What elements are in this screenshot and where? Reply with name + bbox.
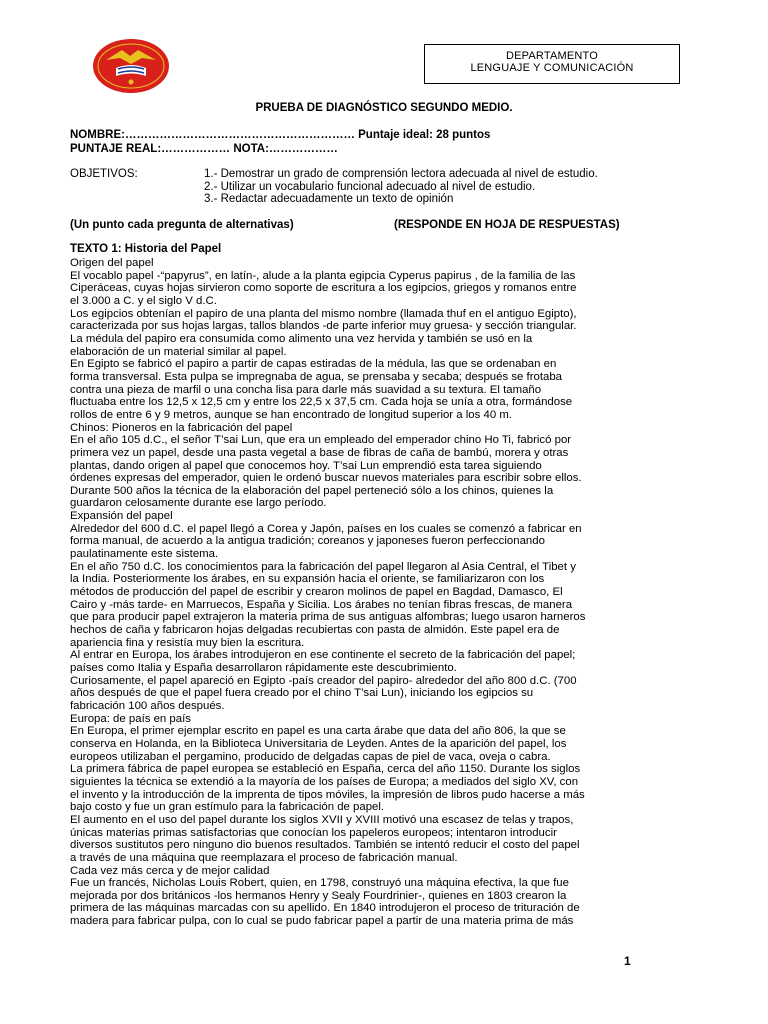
text1-line: primera vez un papel, desde una pasta vegetal a base de fibras de caña de bambú, morera y otras <box>70 446 569 459</box>
text1-line: órdenes expresas del emperador, quien le ordenó buscar nuevos materiales para escribir sobre ellos. <box>70 472 582 485</box>
text1-line: bajo costo y fue un gran estímulo para la fabricación de papel. <box>70 801 385 814</box>
objectives-label: OBJETIVOS: <box>70 168 138 180</box>
school-logo <box>92 38 170 94</box>
department-subject: LENGUAJE Y COMUNICACIÓN <box>470 62 634 74</box>
text1-line: la India. Posteriormente los árabes, en su expansión hacia el oriente, se familiarizaron con los <box>70 573 545 586</box>
text1-line: elaboración de un material similar al papel. <box>70 345 287 358</box>
text1-line: caracterizada por sus hojas largas, tallos blandos -de parte inferior muy gruesa- y sección triangular. <box>70 320 577 333</box>
instruction-points: (Un punto cada pregunta de alternativas) <box>70 219 294 231</box>
department-box <box>424 44 680 84</box>
text1-line: Cada vez más cerca y de mejor calidad <box>70 864 270 877</box>
text1-line: países como Italia y España desarrollaron rápidamente este descubrimiento. <box>70 662 457 674</box>
text1-line: Chinos: Pioneros en la fabricación del papel <box>70 421 293 434</box>
text1-line: En el año 750 d.C. los conocimientos para la fabricación del papel llegaron al Asia Central, el Tibet y <box>70 560 576 573</box>
text1-line: forma transversal. Esta pulpa se impregnaba de agua, se prensaba y secaba; después se frotaba <box>70 370 562 383</box>
text1-line: años después de que el papel fuera creado por el chino T’sai Lun), iniciando los egipcios su <box>70 687 534 700</box>
objective-item: 1.- Demostrar un grado de comprensión lectora adecuada al nivel de estudio. <box>204 168 598 180</box>
text1-line: En el año 105 d.C., el señor T’sai Lun, que era un empleado del emperador chino Ho Ti, fabricó por <box>70 434 572 447</box>
text1-line: Ciperáceas, cuyas hojas sirvieron como soporte de escritura a los egipcios, griegos y romanos entre <box>70 282 577 295</box>
text1-line: Al entrar en Europa, los árabes introdujeron en ese continente el secreto de la fabricación del papel; <box>70 649 576 662</box>
text1-line: En Europa, el primer ejemplar escrito en papel es una carta árabe que data del año 806, la que se <box>70 725 566 738</box>
text1-line: En Egipto se fabricó el papiro a partir de capas estiradas de la médula, las que se ordenaban en <box>70 358 557 371</box>
text1-line: Curiosamente, el papel apareció en Egipto -país creador del papiro- alrededor del año 800 d.C. (700 <box>70 674 577 687</box>
text1-title: TEXTO 1: Historia del Papel <box>70 243 222 255</box>
text1-line: Europa: de país en país <box>70 712 191 725</box>
text1-line: rollos de entre 6 y 9 metros, aunque se han encontrado de longitud superior a los 40 m. <box>70 408 512 421</box>
text1-line: apariencia fina y resistía muy bien la escritura. <box>70 636 305 649</box>
text1-line: el invento y la introducción de la imprenta de tipos móviles, la impresión de libros pudo hacerse a más <box>70 788 585 801</box>
text1-line: Durante 500 años la técnica de la elaboración del papel perteneció sólo a los chinos, quienes la <box>70 484 554 497</box>
page-number: 1 <box>624 954 631 968</box>
text1-line: únicas materias primas satisfactorias que conocían los papeleros europeos; intentaron introducir <box>70 826 557 839</box>
text1-line: contra una pieza de marfil o una concha lisa para darle más suavidad a su textura. El tamaño <box>70 383 542 396</box>
text1-line: madera para fabricar pulpa, con lo cual se pudo fabricar papel a partir de una materia prima de más <box>70 915 574 928</box>
text1-line: Origen del papel <box>70 257 154 269</box>
text1-line: mejorada por dos británicos -los hermanos Henry y Sealy Fourdrinier-, quienes en 1803 crearon la <box>70 889 567 902</box>
text1-line: forma manual, de acuerdo a la antigua tradición; coreanos y japoneses fueron perfeccionando <box>70 535 545 548</box>
text1-line: Fue un francés, Nicholas Louis Robert, quien, en 1798, construyó una máquina efectiva, la que fue <box>70 877 569 890</box>
real-score-grade-line: PUNTAJE REAL:……………… NOTA:……………… <box>70 143 338 155</box>
objective-item: 2.- Utilizar un vocabulario funcional adecuado al nivel de estudio. <box>204 180 536 193</box>
text1-line: El vocablo papel -“papyrus”, en latín-, alude a la planta egipcia Cyperus papirus , de la familia de las <box>70 269 576 282</box>
text1-line: diversos sustitutos pero ninguno dio buenos resultados. También se intentó reducir el costo del papel <box>70 839 580 852</box>
name-score-line: NOMBRE:…………………………………………………… Puntaje ideal: 28 puntos <box>70 129 491 141</box>
text1-line: Expansión del papel <box>70 510 173 523</box>
text1-line: El aumento en el uso del papel durante los siglos XVII y XVIII motivó una escasez de telas y trapos, <box>70 813 574 826</box>
text1-line: conserva en Holanda, en la Biblioteca Universitaria de Leyden. Antes de la aparición del papel, los <box>70 737 567 750</box>
text1-line: fluctuaba entre los 12,5 x 12,5 cm y entre los 22,5 x 37,5 cm. Cada hoja se unía a otra, formándose <box>70 396 573 409</box>
text1-line: que para producir papel extrajeron la materia prima de sus antiguas alfombras; luego usaron harneros <box>70 611 586 624</box>
text1-line: Los egipcios obtenían el papiro de una planta del mismo nombre (llamada thuf en el antiguo Egipto), <box>70 307 577 320</box>
instruction-answer-sheet: (RESPONDE EN HOJA DE RESPUESTAS) <box>394 219 620 231</box>
text1-line: el 3.000 a C. y el siglo V d.C. <box>70 294 217 307</box>
text1-line: métodos de producción del papel de escribir y crearon molinos de papel en Bagdad, Damasco, El <box>70 586 563 599</box>
test-title: PRUEBA DE DIAGNÓSTICO SEGUNDO MEDIO. <box>255 102 513 114</box>
text1-body <box>70 257 694 928</box>
text1-line: Alrededor del 600 d.C. el papel llegó a Corea y Japón, países en los cuales se comenzó a fabricar en <box>70 522 582 535</box>
text1-line: Cairo y -más tarde- en Marruecos, España y Sicilia. Los árabes no tenían fibras frescas, de manera <box>70 598 573 611</box>
text1-line: fabricación 100 años después. <box>70 699 225 712</box>
text1-line: La primera fábrica de papel europea se estableció en España, cerca del año 1150. Durante los siglos <box>70 763 581 776</box>
text1-line: primera de las máquinas marcadas con su apellido. En 1840 introdujeron el proceso de trituración de <box>70 902 580 915</box>
objective-item: 3.- Redactar adecuadamente un texto de opinión <box>204 193 454 206</box>
text1-line: paulatinamente este sistema. <box>70 548 219 561</box>
text1-line: europeos utilizaban el pergamino, producido de delgadas capas de piel de vaca, oveja o cabra. <box>70 750 551 763</box>
text1-line: guardaron celosamente durante ese largo período. <box>70 497 327 510</box>
text1-line: plantas, dando origen al papel que conocemos hoy. T’sai Lun emprendió esta tarea siguiendo <box>70 459 542 472</box>
text1-line: siguientes la técnica se extendió a la mayoría de los países de Europa; a mediados del siglo XV, con <box>70 775 579 788</box>
text1-line: La médula del papiro era consumida como alimento una vez hervida y también se usó en la <box>70 332 533 345</box>
department-name: DEPARTAMENTO <box>505 50 599 62</box>
text1-line: hechos de caña y fabricaron hojas delgadas recubiertas con pasta de almidón. Este papel era de <box>70 624 560 637</box>
text1-line: a través de una máquina que reemplazara el proceso de fabricación manual. <box>70 851 458 864</box>
objectives-list <box>204 168 598 206</box>
